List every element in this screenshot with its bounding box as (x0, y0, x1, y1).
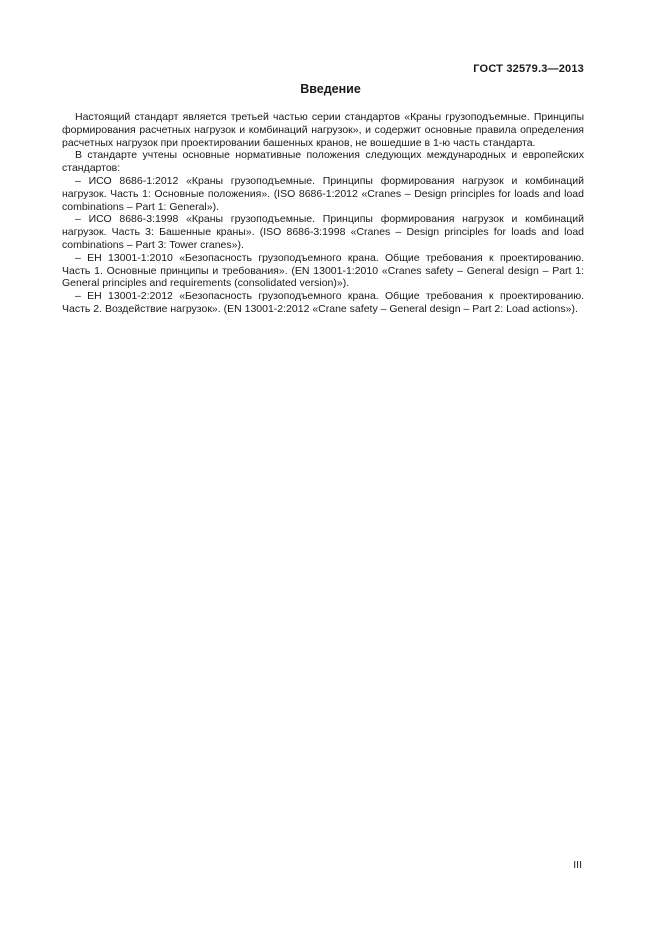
section-title: Введение (300, 82, 361, 96)
document-code: ГОСТ 32579.3—2013 (473, 63, 584, 75)
standard-reference-en-13001-2: – ЕН 13001-2:2012 «Безопасность грузоподъемного крана. Общие требования к проектированию. Часть 2. Воздействие нагрузок». (EN 13001-2:2012 «Crane safety – General design – Part 2: Load actions»). (62, 290, 584, 315)
page-number: III (573, 859, 582, 871)
introduction-body (62, 111, 584, 316)
standard-reference-iso-8686-3: – ИСО 8686-3:1998 «Краны грузоподъемные. Принципы формирования нагрузок и комбинаций нагрузок. Часть 3: Башенные краны». (ISO 8686-3:1998 «Cranes – Design principles for loads and load combinations – Part 3: Tower cranes»). (62, 213, 584, 251)
standard-reference-iso-8686-1: – ИСО 8686-1:2012 «Краны грузоподъемные. Принципы формирования нагрузок и комбинаций нагрузок. Часть 1: Основные положения». (ISO 8686-1:2012 «Cranes – Design principles for loads and load combinations – Part 1: General»). (62, 174, 584, 213)
standards-intro-paragraph: В стандарте учтены основные нормативные положения следующих международных и европейских стандартов: (62, 149, 584, 175)
intro-paragraph: Настоящий стандарт является третьей частью серии стандартов «Краны грузоподъемные. Принципы формирования расчетных нагрузок и комбинаций нагрузок», и содержит основные правила определения расчетных нагрузок при проектировании башенных кранов, не вошедшие в 1-ю часть стандарта. (62, 111, 584, 149)
standard-reference-en-13001-1: – ЕН 13001-1:2010 «Безопасность грузоподъемного крана. Общие требования к проектированию. Часть 1. Основные принципы и требования». (EN 13001-1:2010 «Cranes safety – General design – Part 1: General principles and requirements (consolidated version)»). (62, 251, 584, 290)
